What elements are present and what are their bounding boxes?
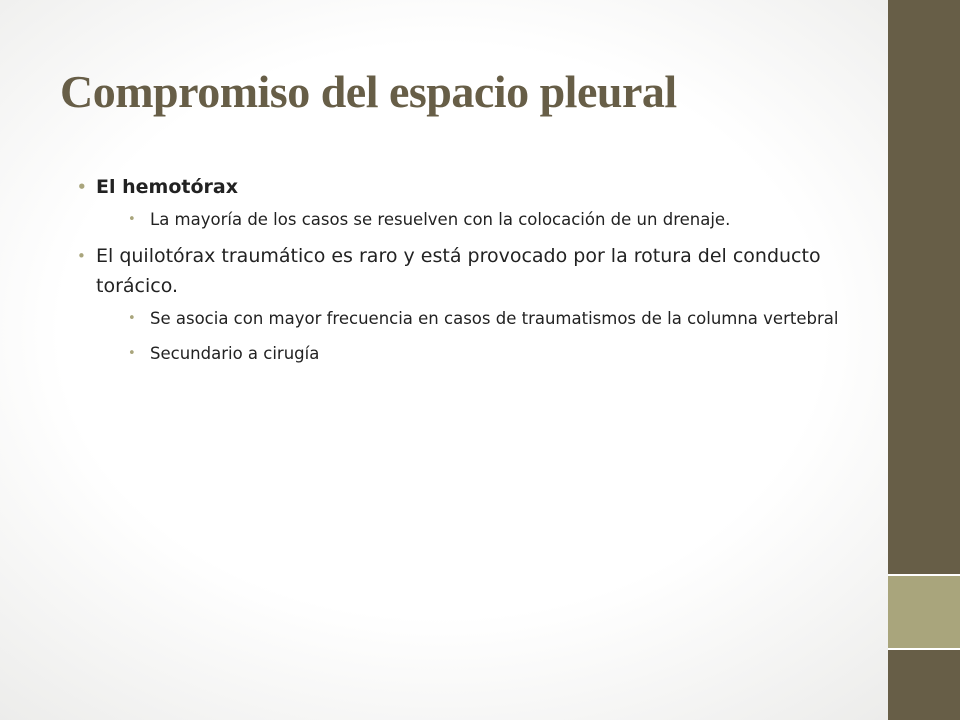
bullet-icon: • xyxy=(77,178,87,196)
sub-bullet-icon: • xyxy=(128,212,136,227)
slide-content xyxy=(72,172,842,375)
sub-bullet-list xyxy=(96,305,842,367)
sub-bullet-text: La mayoría de los casos se resuelven con la colocación de un drenaje. xyxy=(150,210,731,229)
bullet-text: El quilotórax traumático es raro y está provocado por la rotura del conducto torácico. xyxy=(96,245,821,297)
bullet-icon: • xyxy=(77,247,86,265)
sub-bullet-item xyxy=(96,206,842,233)
sub-bullet-icon: • xyxy=(128,311,136,326)
sidebar-accent-band xyxy=(888,576,960,648)
sub-bullet-text: Se asocia con mayor frecuencia en casos de traumatismos de la columna vertebral xyxy=(150,309,839,328)
slide-title: Compromiso del espacio pleural xyxy=(60,66,677,117)
sidebar-divider xyxy=(888,648,960,650)
sub-bullet-icon: • xyxy=(128,346,136,361)
sub-bullet-list xyxy=(96,206,842,233)
bullet-item-quilotorax xyxy=(72,241,842,367)
sub-bullet-text: Secundario a cirugía xyxy=(150,344,320,363)
decorative-sidebar xyxy=(888,0,960,720)
sub-bullet-item xyxy=(96,305,842,332)
bullet-item-hemotorax xyxy=(72,172,842,233)
bullet-text: El hemotórax xyxy=(96,176,238,198)
bullet-list xyxy=(72,172,842,367)
sub-bullet-item xyxy=(96,340,842,367)
